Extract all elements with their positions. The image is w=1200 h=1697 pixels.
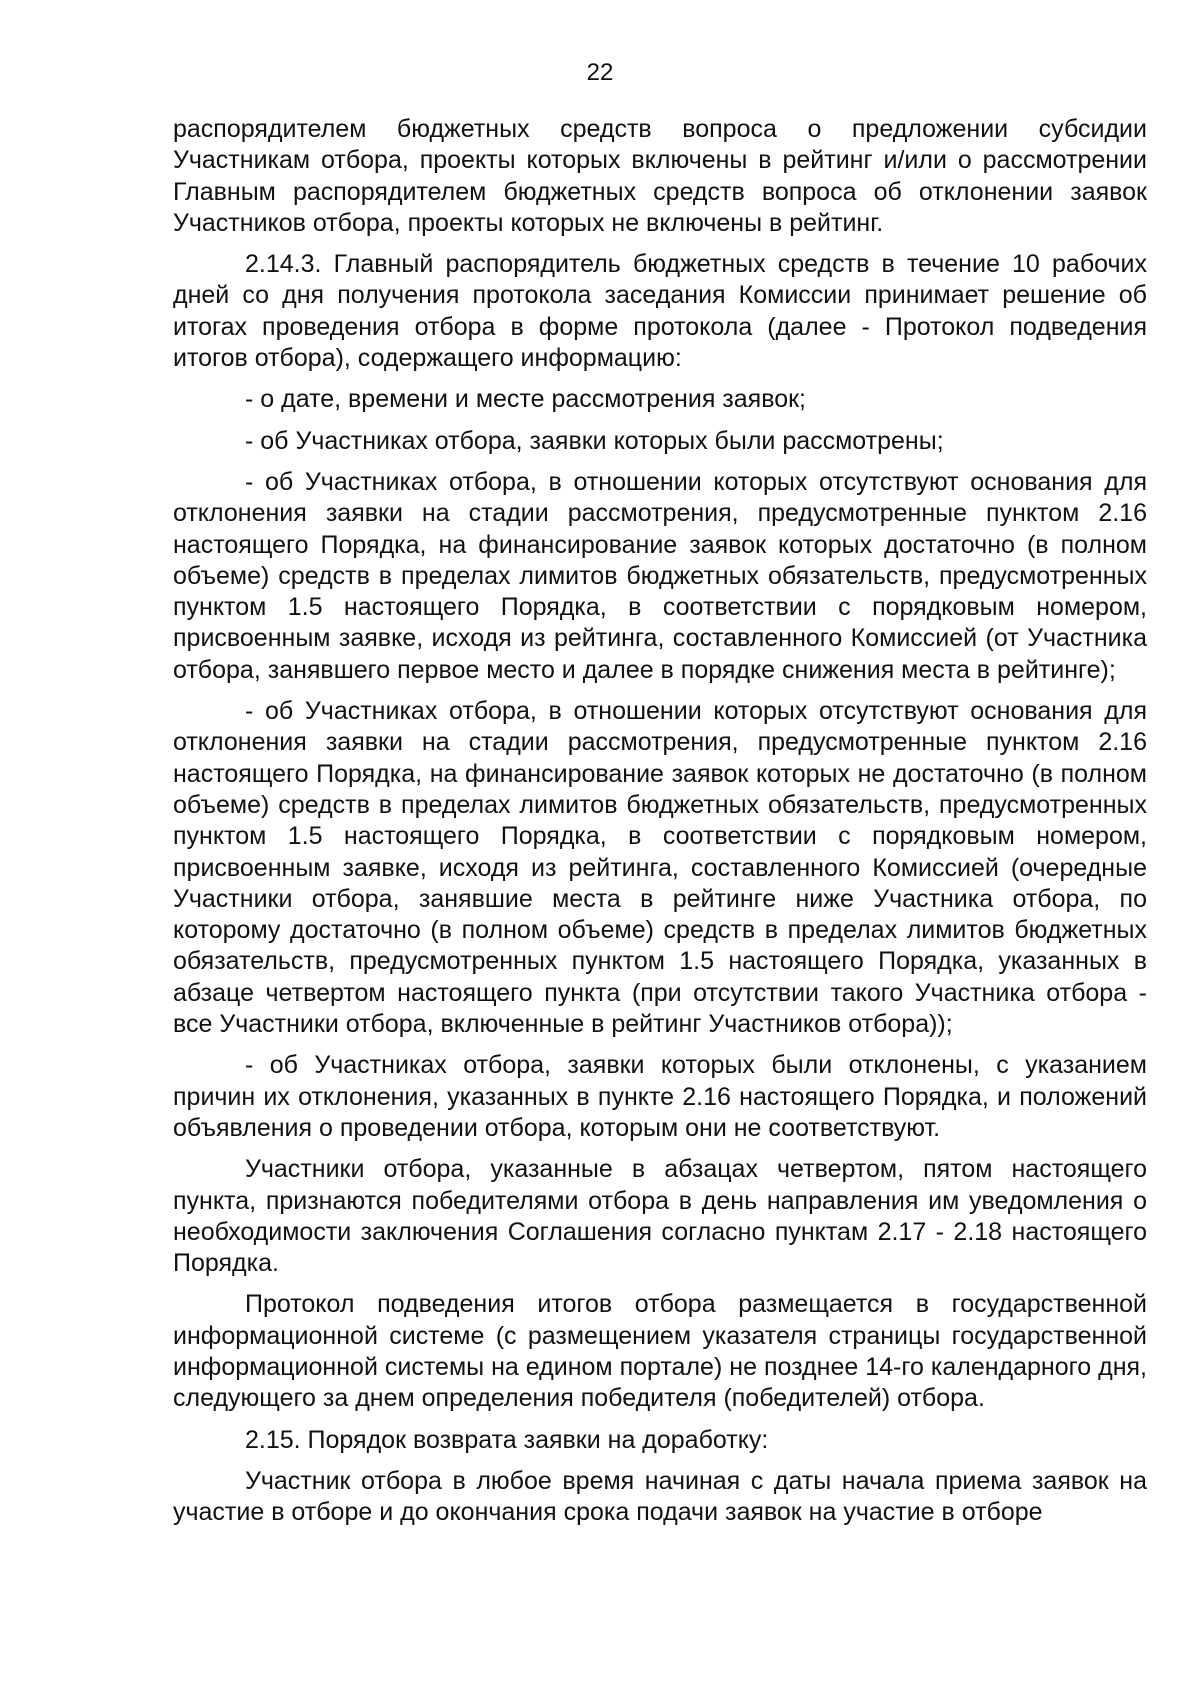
list-item-insufficient-funding: - об Участниках отбора, в отношении которых отсутствуют основания для отклонения заявки на стадии рассмотрения, предусмотренные пунктом 2.16 настоящего Порядка, на финансирование заявок которых не достаточно (в полном объеме) средств в пределах лимитов бюджетных обязательств, предусмотренных пунктом 1.5 настоящего Порядка, в соответствии с порядковым номером, присвоенным заявке, исходя из рейтинга, составленного Комиссией (очередные Участники отбора, занявшие места в рейтинге ниже Участника отбора, по которому достаточно (в полном объеме) средств в пределах лимитов бюджетных обязательств, предусмотренных пунктом 1.5 настоящего Порядка, указанных в абзаце четвертом настоящего пункта (при отсутствии такого Участника отбора - все Участники отбора, включенные в рейтинг Участников отбора));: [173, 697, 1147, 1039]
paragraph-2-14-3: 2.14.3. Главный распорядитель бюджетных средств в течение 10 рабочих дней со дня получения протокола заседания Комиссии принимает решение об итогах проведения отбора в форме протокола (далее - Протокол подведения итогов отбора), содержащего информацию:: [173, 250, 1147, 373]
list-item-date-time-place: - о дате, времени и месте рассмотрения заявок;: [245, 385, 806, 414]
paragraph-participant-return: Участник отбора в любое время начиная с даты начала приема заявок на участие в отборе и до окончания срока подачи заявок на участие в отборе: [173, 1466, 1147, 1527]
paragraph-winners: Участники отбора, указанные в абзацах четвертом, пятом настоящего пункта, признаются победителями отбора в день направления им уведомления о необходимости заключения Соглашения согласно пунктам 2.17 - 2.18 настоящего Порядка.: [173, 1155, 1147, 1278]
list-item-reviewed-participants: - об Участниках отбора, заявки которых были рассмотрены;: [245, 426, 944, 455]
paragraph-protocol-publication: Протокол подведения итогов отбора размещается в государственной информационной системе (с размещением указателя страницы государственной информационной системы на едином портале) не позднее 14-го календарного дня, следующего за днем определения победителя (победителей) отбора.: [173, 1290, 1147, 1413]
list-item-sufficient-funding: - об Участниках отбора, в отношении которых отсутствуют основания для отклонения заявки на стадии рассмотрения, предусмотренные пунктом 2.16 настоящего Порядка, на финансирование заявок которых достаточно (в полном объеме) средств в пределах лимитов бюджетных обязательств, предусмотренных пунктом 1.5 настоящего Порядка, в соответствии с порядковым номером, присвоенным заявке, исходя из рейтинга, составленного Комиссией (от Участника отбора, занявшего первое место и далее в порядке снижения места в рейтинге);: [173, 467, 1147, 684]
document-body: [173, 114, 1147, 1538]
page-number: 22: [586, 59, 614, 86]
paragraph-continuation: распорядителем бюджетных средств вопроса о предложении субсидии Участникам отбора, проекты которых включены в рейтинг и/или о рассмотрении Главным распорядителем бюджетных средств вопроса об отклонении заявок Участников отбора, проекты которых не включены в рейтинг.: [173, 115, 1147, 237]
section-heading-2-15: 2.15. Порядок возврата заявки на доработку:: [245, 1425, 769, 1454]
list-item-rejected-participants: - об Участниках отбора, заявки которых были отклонены, с указанием причин их отклонения, указанных в пункте 2.16 настоящего Порядка, и положений объявления о проведении отбора, которым они не соответствуют.: [173, 1051, 1147, 1142]
